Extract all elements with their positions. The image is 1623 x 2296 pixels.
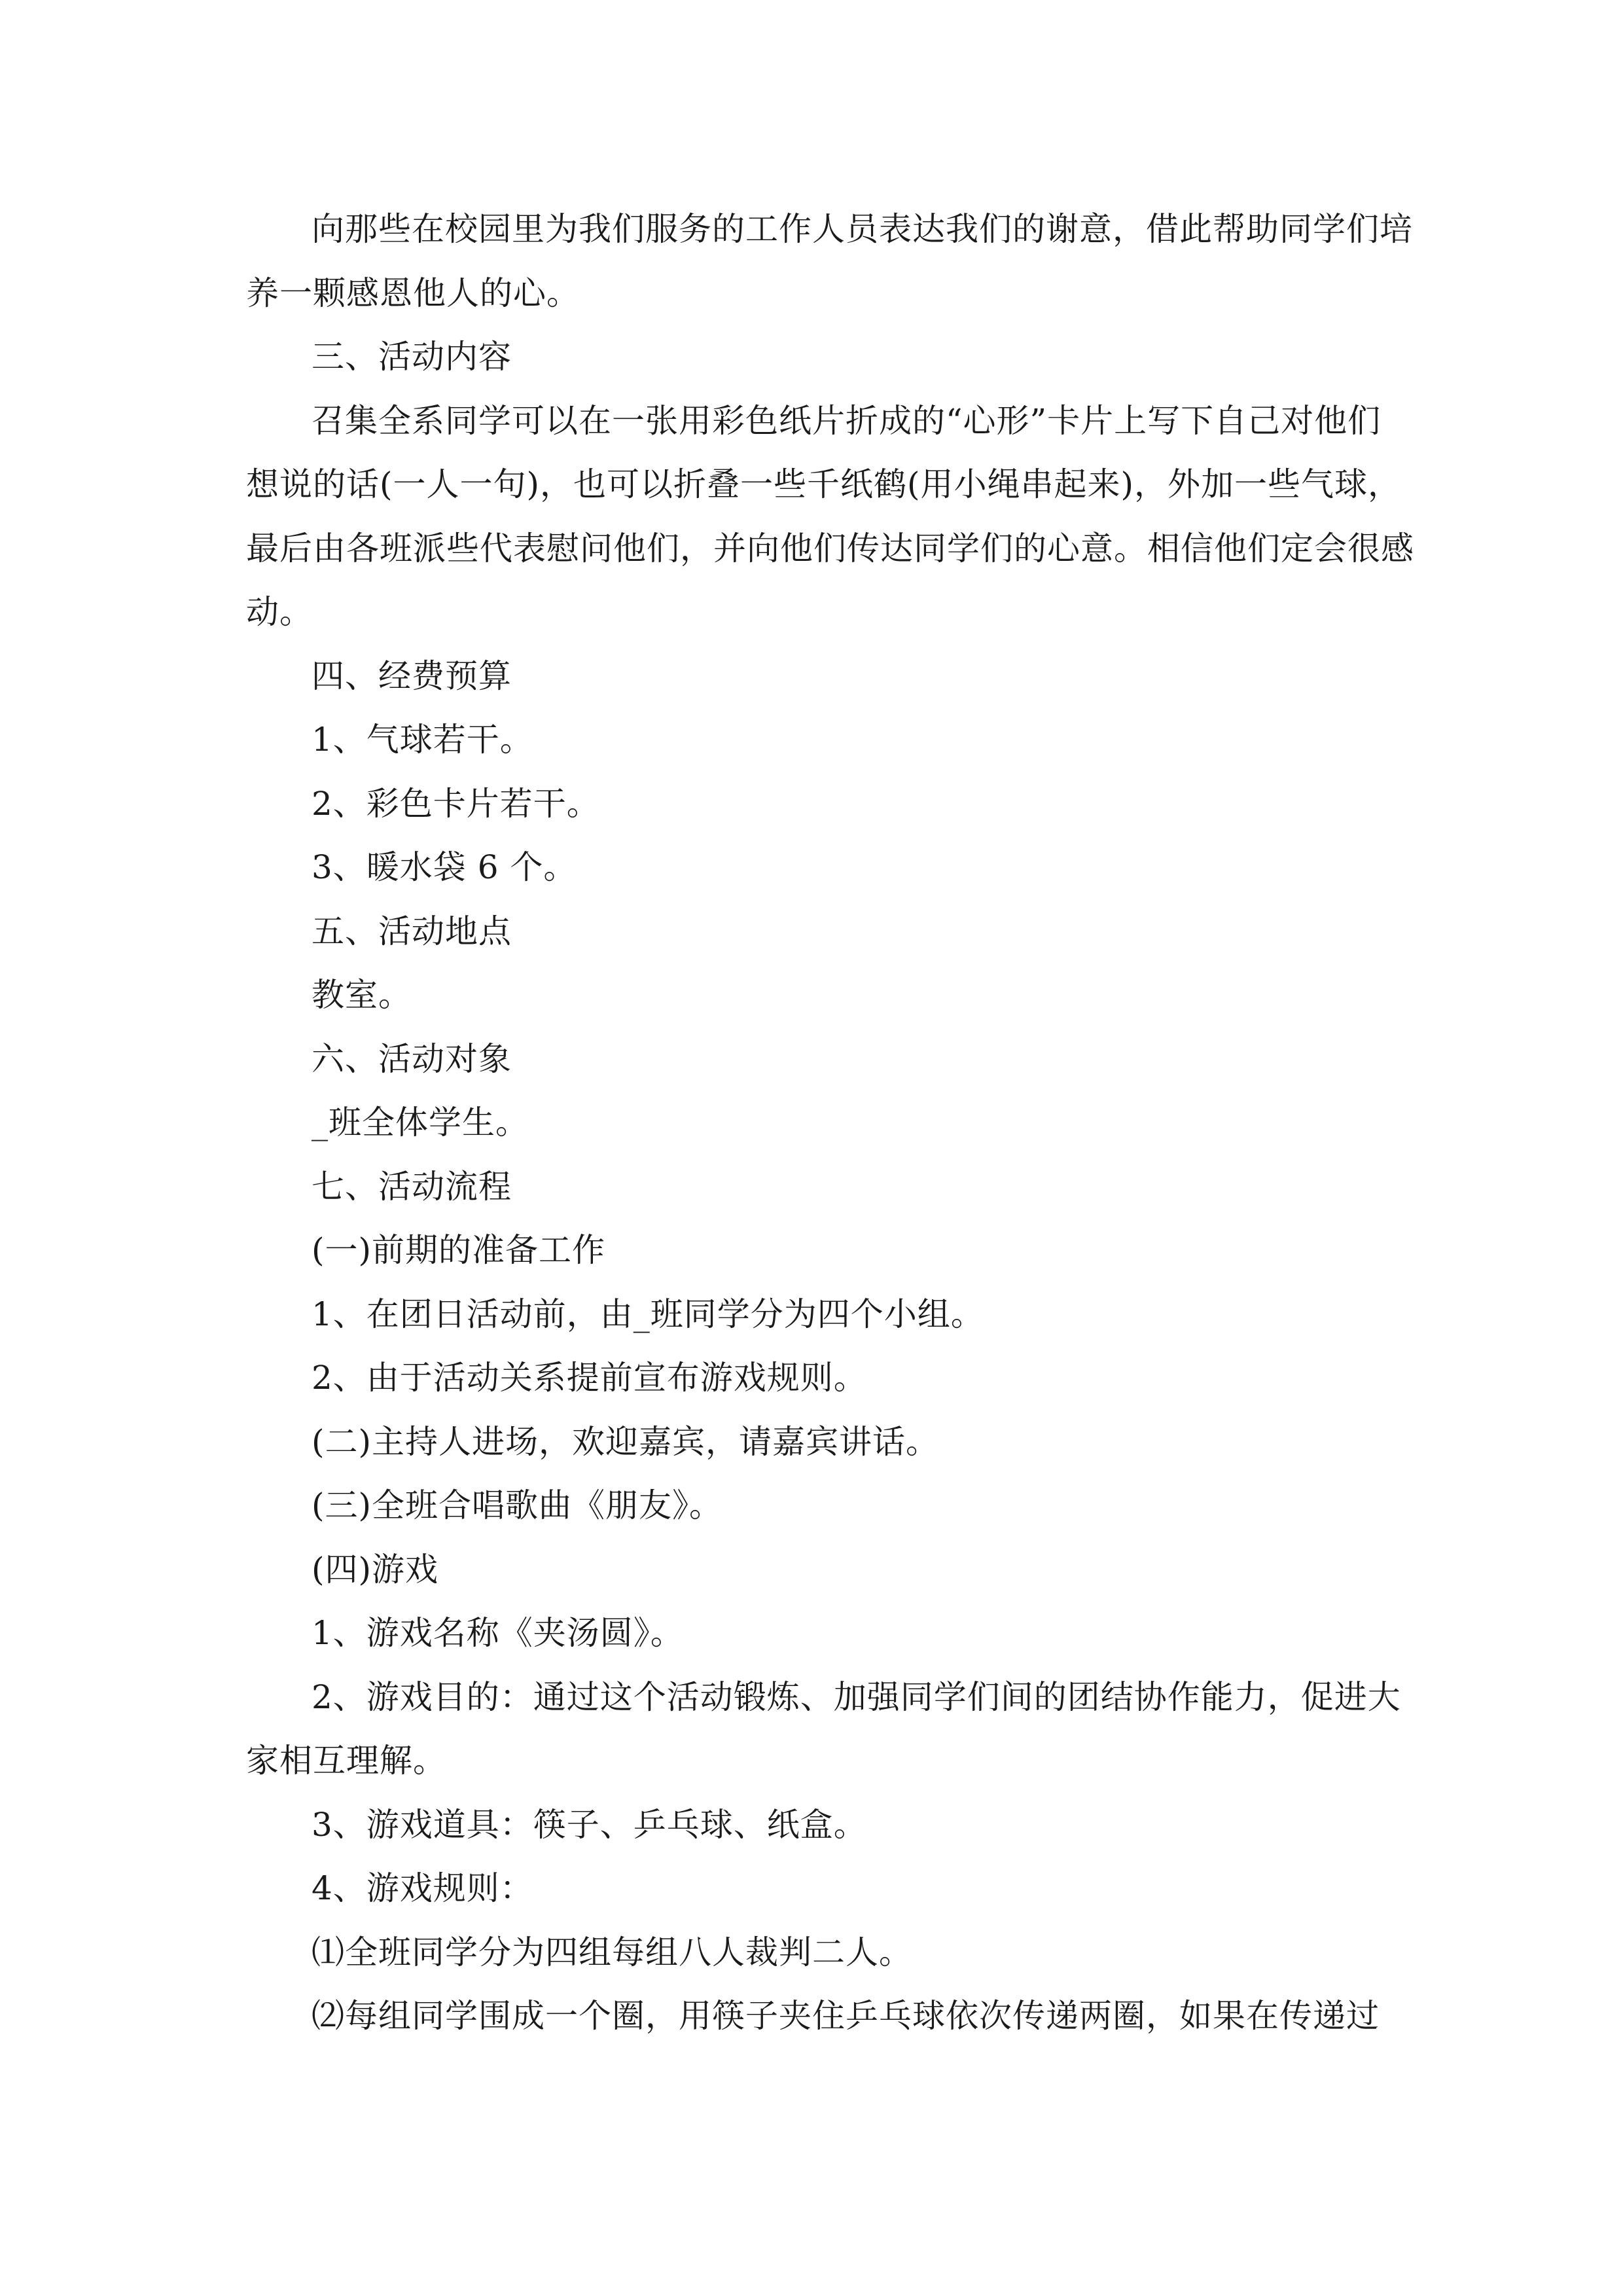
list-item: 2、彩色卡片若干。 [312,784,600,823]
list-item: 2、游戏目的：通过这个活动锻炼、加强同学们间的团结协作能力，促进大 [312,1677,1401,1716]
text-line: 最后由各班派些代表慰问他们，并向他们传达同学们的心意。相信他们定会很感 [246,529,1414,567]
subsection-heading: (一)前期的准备工作 [312,1231,606,1269]
subsection-heading: (四)游戏 [312,1550,439,1588]
list-item: ⑴全班同学分为四组每组八人裁判二人。 [312,1933,912,1971]
subsection-heading: (二)主持人进场，欢迎嘉宾，请嘉宾讲话。 [312,1422,940,1461]
text-line: 召集全系同学可以在一张用彩色纸片折成的“心形”卡片上写下自己对他们 [312,401,1382,440]
text-line: _班全体学生。 [312,1103,529,1141]
list-item: 3、暖水袋 6 个。 [312,848,577,886]
list-item: 4、游戏规则： [312,1869,533,1907]
section-heading: 三、活动内容 [312,338,512,376]
list-item: 1、气球若干。 [312,721,533,759]
subsection-heading: (三)全班合唱歌曲《朋友》。 [312,1486,723,1524]
text-line: 养一颗感恩他人的心。 [246,274,580,312]
text-line: 向那些在校园里为我们服务的工作人员表达我们的谢意，借此帮助同学们培 [312,210,1413,248]
section-heading: 七、活动流程 [312,1167,512,1206]
section-heading: 五、活动地点 [312,912,512,950]
list-item: 1、游戏名称《夹汤圆》。 [312,1614,684,1652]
section-heading: 四、经费预算 [312,656,512,695]
text-line: 教室。 [312,976,412,1014]
list-item: 3、游戏道具：筷子、乒乓球、纸盒。 [312,1805,867,1844]
text-line: 家相互理解。 [246,1742,446,1780]
document-body [246,198,1414,2049]
list-item: 1、在团日活动前，由_班同学分为四个小组。 [312,1295,984,1333]
text-line: 想说的话(一人一句)，也可以折叠一些千纸鹤(用小绳串起来)，外加一些气球， [246,465,1402,503]
section-heading: 六、活动对象 [312,1039,512,1078]
list-item: ⑵每组同学围成一个圈，用筷子夹住乒乓球依次传递两圈，如果在传递过 [312,1997,1380,2035]
list-item: 2、由于活动关系提前宣布游戏规则。 [312,1359,867,1397]
text-line: 动。 [246,593,313,631]
